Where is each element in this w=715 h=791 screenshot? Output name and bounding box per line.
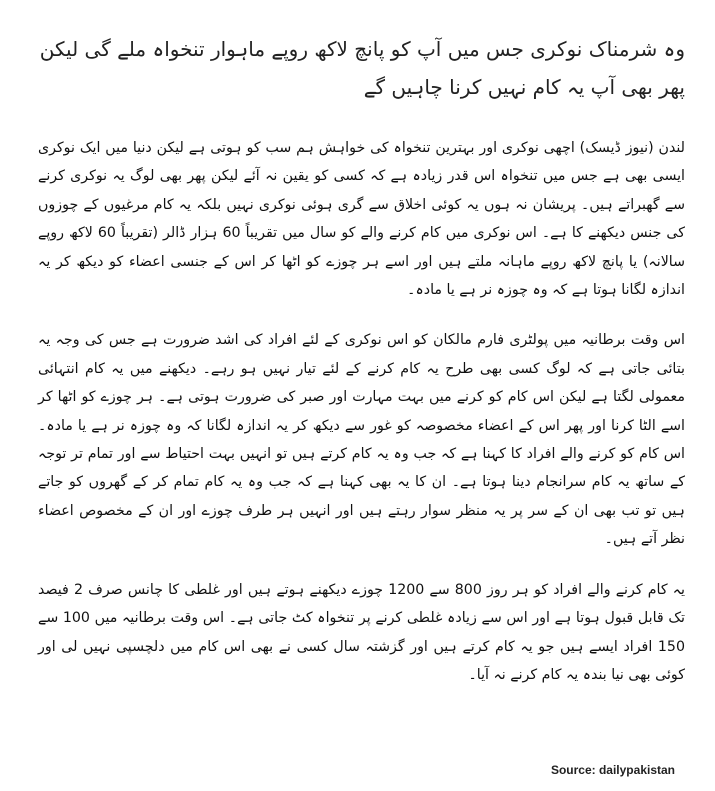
article-paragraph-2: اس وقت برطانیہ میں پولٹری فارم مالکان کو اس نوکری کے لئے افراد کی اشد ضرورت ہے جس کی وجہ یہ بتائی جاتی ہے کہ لوگ کسی بھی طرح یہ کام کرنے کے لئے تیار نہیں ہو رہے۔ دیکھنے میں یہ کام انتہائی معمولی لگتا ہے لیکن اس کام کو کرنے میں بہت مہارت اور صبر کی ضرورت ہوتی ہے۔ ہر چوزے کو اٹھا کر اسے الٹا کرنا اور پھر اس کے اعضاء مخصوصہ کو غور سے دیکھ کر یہ اندازہ لگانا کہ وہ چوزہ نر ہے یا مادہ۔ اس کام کو کرنے والے افراد کا کہنا ہے کہ جب وہ یہ کام کرتے ہیں تو انہیں بہت احتیاط سے اور تمام تر توجہ کے ساتھ یہ کام سرانجام دینا ہوتا ہے۔ ان کا یہ بھی کہنا ہے کہ جب وہ یہ کام تمام کر کے گھروں کو جاتے ہیں تو تب بھی ان کے سر پر یہ منظر سوار رہتے ہیں اور انہیں ہر طرف چوزے اور ان کے مخصوص اعضاء نظر آتے ہیں۔ [38,332,685,548]
article-paragraph-3: یہ کام کرنے والے افراد کو ہر روز 800 سے 1200 چوزے دیکھنے ہوتے ہیں اور غلطی کا چانس صرف 2 فیصد تک قابل قبول ہوتا ہے اور اس سے زیادہ غلطی کرنے پر تنخواہ کٹ جاتی ہے۔ اس وقت برطانیہ میں 100 سے 150 افراد ایسے ہیں جو یہ کام کرتے ہیں اور گزشتہ سال کسی نے بھی اس کام میں دلچسپی نہیں لی اور کوئی بھی نیا بندہ یہ کام کرنے نہ آیا۔ [38,581,685,683]
article-headline: وہ شرمناک نوکری جس میں آپ کو پانچ لاکھ روپے ماہوار تنخواہ ملے گی لیکن پھر بھی آپ یہ کام نہیں کرنا چاہیں گے [39,37,685,99]
source-credit: Source: dailypakistan [550,763,675,777]
article-paragraph-1: لندن (نیوز ڈیسک) اچھی نوکری اور بہترین تنخواہ کی خواہش ہم سب کو ہوتی ہے لیکن دنیا میں ایک نوکری ایسی بھی ہے جس میں تنخواہ اس قدر زیادہ ہے کہ کسی کو یقین نہ آئے لیکن پھر بھی لوگ یہ نوکری کرنے سے گھبراتے ہیں۔ پریشان نہ ہوں یہ کوئی اخلاق سے گری ہوئی نوکری نہیں بلکہ یہ کام مرغیوں کے چوزوں کی جنس دیکھنے کا ہے۔ اس نوکری میں کام کرنے والے کو سال میں تقریباً 60 ہزار ڈالر (تقریباً 60 لاکھ روپے سالانہ) یا پانچ لاکھ روپے ماہانہ ملتے ہیں اور اسے ہر چوزے کو اٹھا کر اس کے جنسی اعضاء کو دیکھ کر یہ اندازہ لگانا ہوتا ہے کہ وہ چوزہ نر ہے یا مادہ۔ [38,140,685,299]
